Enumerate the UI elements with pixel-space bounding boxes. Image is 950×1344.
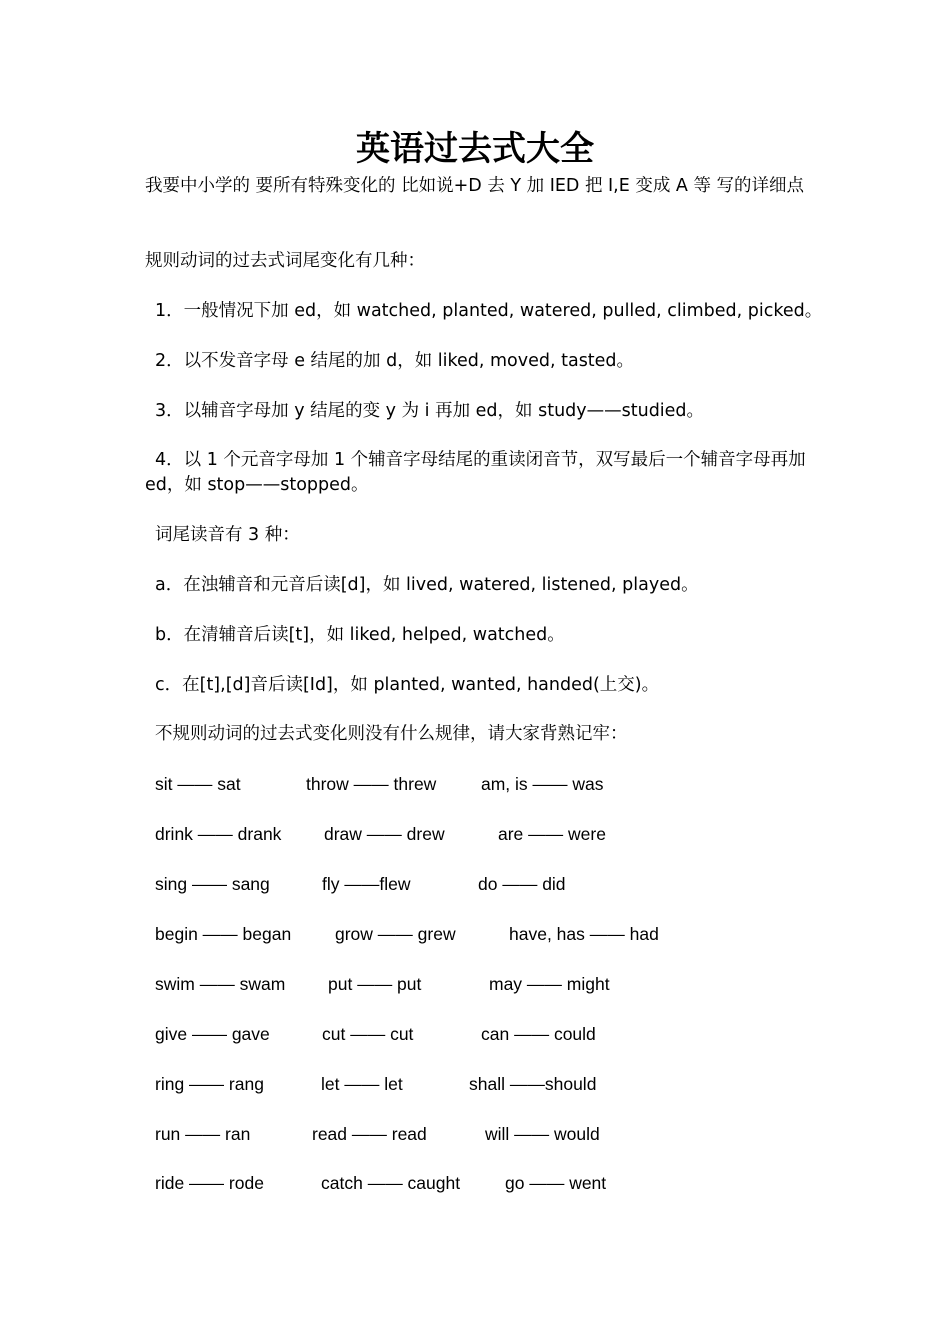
verb-pair: drink —— drank xyxy=(155,824,282,844)
verb-pair: ring —— rang xyxy=(155,1074,264,1094)
verb-pair: sit —— sat xyxy=(155,774,241,794)
verb-pair: will —— would xyxy=(485,1124,600,1144)
verb-pair: begin —— began xyxy=(155,924,292,944)
pronunciation-item: c．在[t],[d]音后读[Id]，如 planted, wanted, handed(上交)。 xyxy=(155,675,660,695)
verb-pair: give —— gave xyxy=(155,1024,270,1044)
verb-pair: let —— let xyxy=(321,1074,403,1094)
rule-item: 1．一般情况下加 ed，如 watched, planted, watered, pulled, climbed, picked。 xyxy=(155,301,823,321)
rule-item: 2．以不发音字母 e 结尾的加 d，如 liked, moved, tasted。 xyxy=(155,351,635,371)
verb-pair: are —— were xyxy=(498,824,606,844)
verb-pair: put —— put xyxy=(328,974,422,994)
rule-item: 3．以辅音字母加 y 结尾的变 y 为 i 再加 ed，如 study——studied。 xyxy=(155,401,705,421)
question-text: 我要中小学的 要所有特殊变化的 比如说+D 去 Y 加 IED 把 I,E 变成 A 等 写的详细点 xyxy=(145,176,805,196)
verb-pair: grow —— grew xyxy=(335,924,456,944)
verb-pair: am, is —— was xyxy=(481,774,604,794)
verb-pair: throw —— threw xyxy=(306,774,437,794)
verb-pair: sing —— sang xyxy=(155,874,270,894)
regular-heading: 规则动词的过去式词尾变化有几种： xyxy=(145,251,425,271)
pronunciation-item: a．在浊辅音和元音后读[d]，如 lived, watered, listened, played。 xyxy=(155,575,699,595)
verb-pair: ride —— rode xyxy=(155,1173,264,1193)
pronunciation-heading: 词尾读音有 3 种： xyxy=(155,525,300,545)
document-title: 英语过去式大全 xyxy=(356,129,594,169)
pronunciation-item: b．在清辅音后读[t]，如 liked, helped, watched。 xyxy=(155,625,565,645)
verb-pair: go —— went xyxy=(505,1173,607,1193)
verb-pair: run —— ran xyxy=(155,1124,251,1144)
verb-pair: fly ——flew xyxy=(322,874,411,894)
verb-pair: read —— read xyxy=(312,1124,427,1144)
verb-pair: catch —— caught xyxy=(321,1173,461,1193)
verb-pair: have, has —— had xyxy=(509,924,659,944)
verb-pair: do —— did xyxy=(478,874,566,894)
verb-pair: draw —— drew xyxy=(324,824,445,844)
verb-pair: swim —— swam xyxy=(155,974,286,994)
rule-item: 4．以 1 个元音字母加 1 个辅音字母结尾的重读闭音节，双写最后一个辅音字母再加 ed，如 stop——stopped。 xyxy=(145,450,806,495)
verb-pair: cut —— cut xyxy=(322,1024,414,1044)
verb-pair: can —— could xyxy=(481,1024,596,1044)
verb-pair: shall ——should xyxy=(469,1074,597,1094)
irregular-heading: 不规则动词的过去式变化则没有什么规律，请大家背熟记牢： xyxy=(155,724,628,744)
verb-pair: may —— might xyxy=(489,974,610,994)
